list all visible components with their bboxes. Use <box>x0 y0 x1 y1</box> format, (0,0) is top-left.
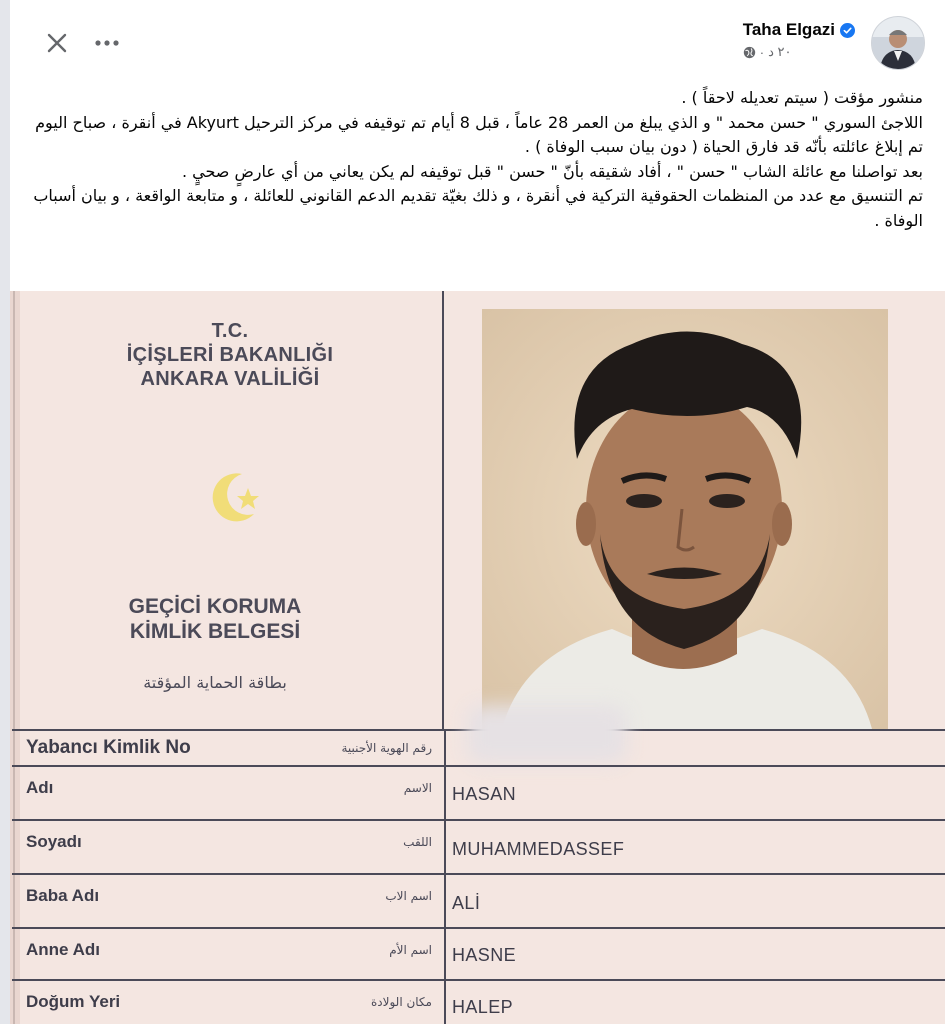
issuer-line: İÇİŞLERİ BAKANLIĞI <box>126 344 334 366</box>
issuer-line: T.C. <box>211 320 249 342</box>
globe-icon[interactable] <box>743 46 756 59</box>
issuer-line: ANKARA VALİLİĞİ <box>140 368 320 390</box>
card-title-arabic: بطاقة الحماية المؤقتة <box>143 673 287 692</box>
post-card <box>10 0 945 1024</box>
card-title-line: GEÇİCİ KORUMA <box>128 595 302 618</box>
field-label-arabic: اسم الأم <box>389 943 432 957</box>
post-paragraph: بعد تواصلنا مع عائلة الشاب " حسن " ، أفاد شقيقه بأنّ " حسن " قبل توقيفه لم يكن يعاني من أي عارضٍ صحيٍ . <box>181 161 923 181</box>
table-row <box>12 979 945 1024</box>
post-paragraph: اللاجئ السوري " حسن محمد " و الذي يبلغ من العمر 28 عاماً ، قبل 8 أيام تم توقيفه في مركز الترحيل Akyurt في أنقرة ، صباح اليوم تم إبلاغ عائلته بأنّه قد فارق الحياة ( دون بيان سبب الوفاة ) . <box>35 112 923 156</box>
field-label-arabic: اللقب <box>403 835 432 849</box>
field-value: HALEP <box>452 997 514 1017</box>
field-label: Doğum Yeri <box>26 992 121 1011</box>
more-icon <box>94 39 120 47</box>
id-photo <box>482 309 888 729</box>
verified-badge-icon <box>840 23 855 38</box>
table-row <box>12 873 945 929</box>
card-title-line: KİMLİK BELGESİ <box>129 620 301 643</box>
document-issuer-area <box>10 291 440 731</box>
meta-separator: · <box>759 44 765 60</box>
issuer-header <box>100 319 360 391</box>
author-avatar[interactable] <box>871 16 925 70</box>
field-label: Adı <box>26 778 54 797</box>
field-label: Yabancı Kimlik No <box>26 737 191 758</box>
redacted-id-number <box>467 705 627 763</box>
field-label: Soyadı <box>26 832 82 851</box>
field-value: ALİ <box>452 893 481 913</box>
table-row <box>12 729 945 767</box>
field-value: MUHAMMEDASSEF <box>452 839 625 859</box>
post-paragraph: منشور مؤقت ( سيتم تعديله لاحقاً ) . <box>681 88 923 107</box>
document-divider <box>442 291 444 731</box>
close-button[interactable] <box>40 26 74 60</box>
author-block <box>743 20 855 60</box>
author-name[interactable]: Taha Elgazi <box>742 20 835 39</box>
post-photo[interactable] <box>10 291 945 1024</box>
field-label-arabic: رقم الهوية الأجنبية <box>341 741 432 755</box>
field-label-arabic: مكان الولادة <box>370 995 432 1009</box>
table-row <box>12 819 945 875</box>
close-icon <box>45 31 69 55</box>
post-time[interactable]: ٢٠ د <box>768 44 792 59</box>
field-value: HASNE <box>452 945 517 965</box>
field-label-arabic: الاسم <box>403 781 432 795</box>
table-row <box>12 765 945 821</box>
post-paragraph: تم التنسيق مع عدد من المنظمات الحقوقية التركية في أنقرة ، و ذلك بغيّة تقديم الدعم القانوني للعائلة ، و متابعة الواقعة ، و بيان أسباب الوفاة . <box>33 186 923 230</box>
crescent-star-icon <box>202 466 272 526</box>
field-label-arabic: اسم الاب <box>385 889 432 903</box>
more-options-button[interactable] <box>90 26 124 60</box>
table-row <box>12 927 945 981</box>
card-title <box>50 594 380 644</box>
post-text <box>32 86 923 233</box>
post-meta <box>743 44 855 60</box>
field-value: HASAN <box>452 784 517 804</box>
field-label: Anne Adı <box>26 940 100 959</box>
field-label: Baba Adı <box>26 886 100 905</box>
post-header <box>10 0 945 80</box>
author-name-row[interactable] <box>743 20 855 40</box>
